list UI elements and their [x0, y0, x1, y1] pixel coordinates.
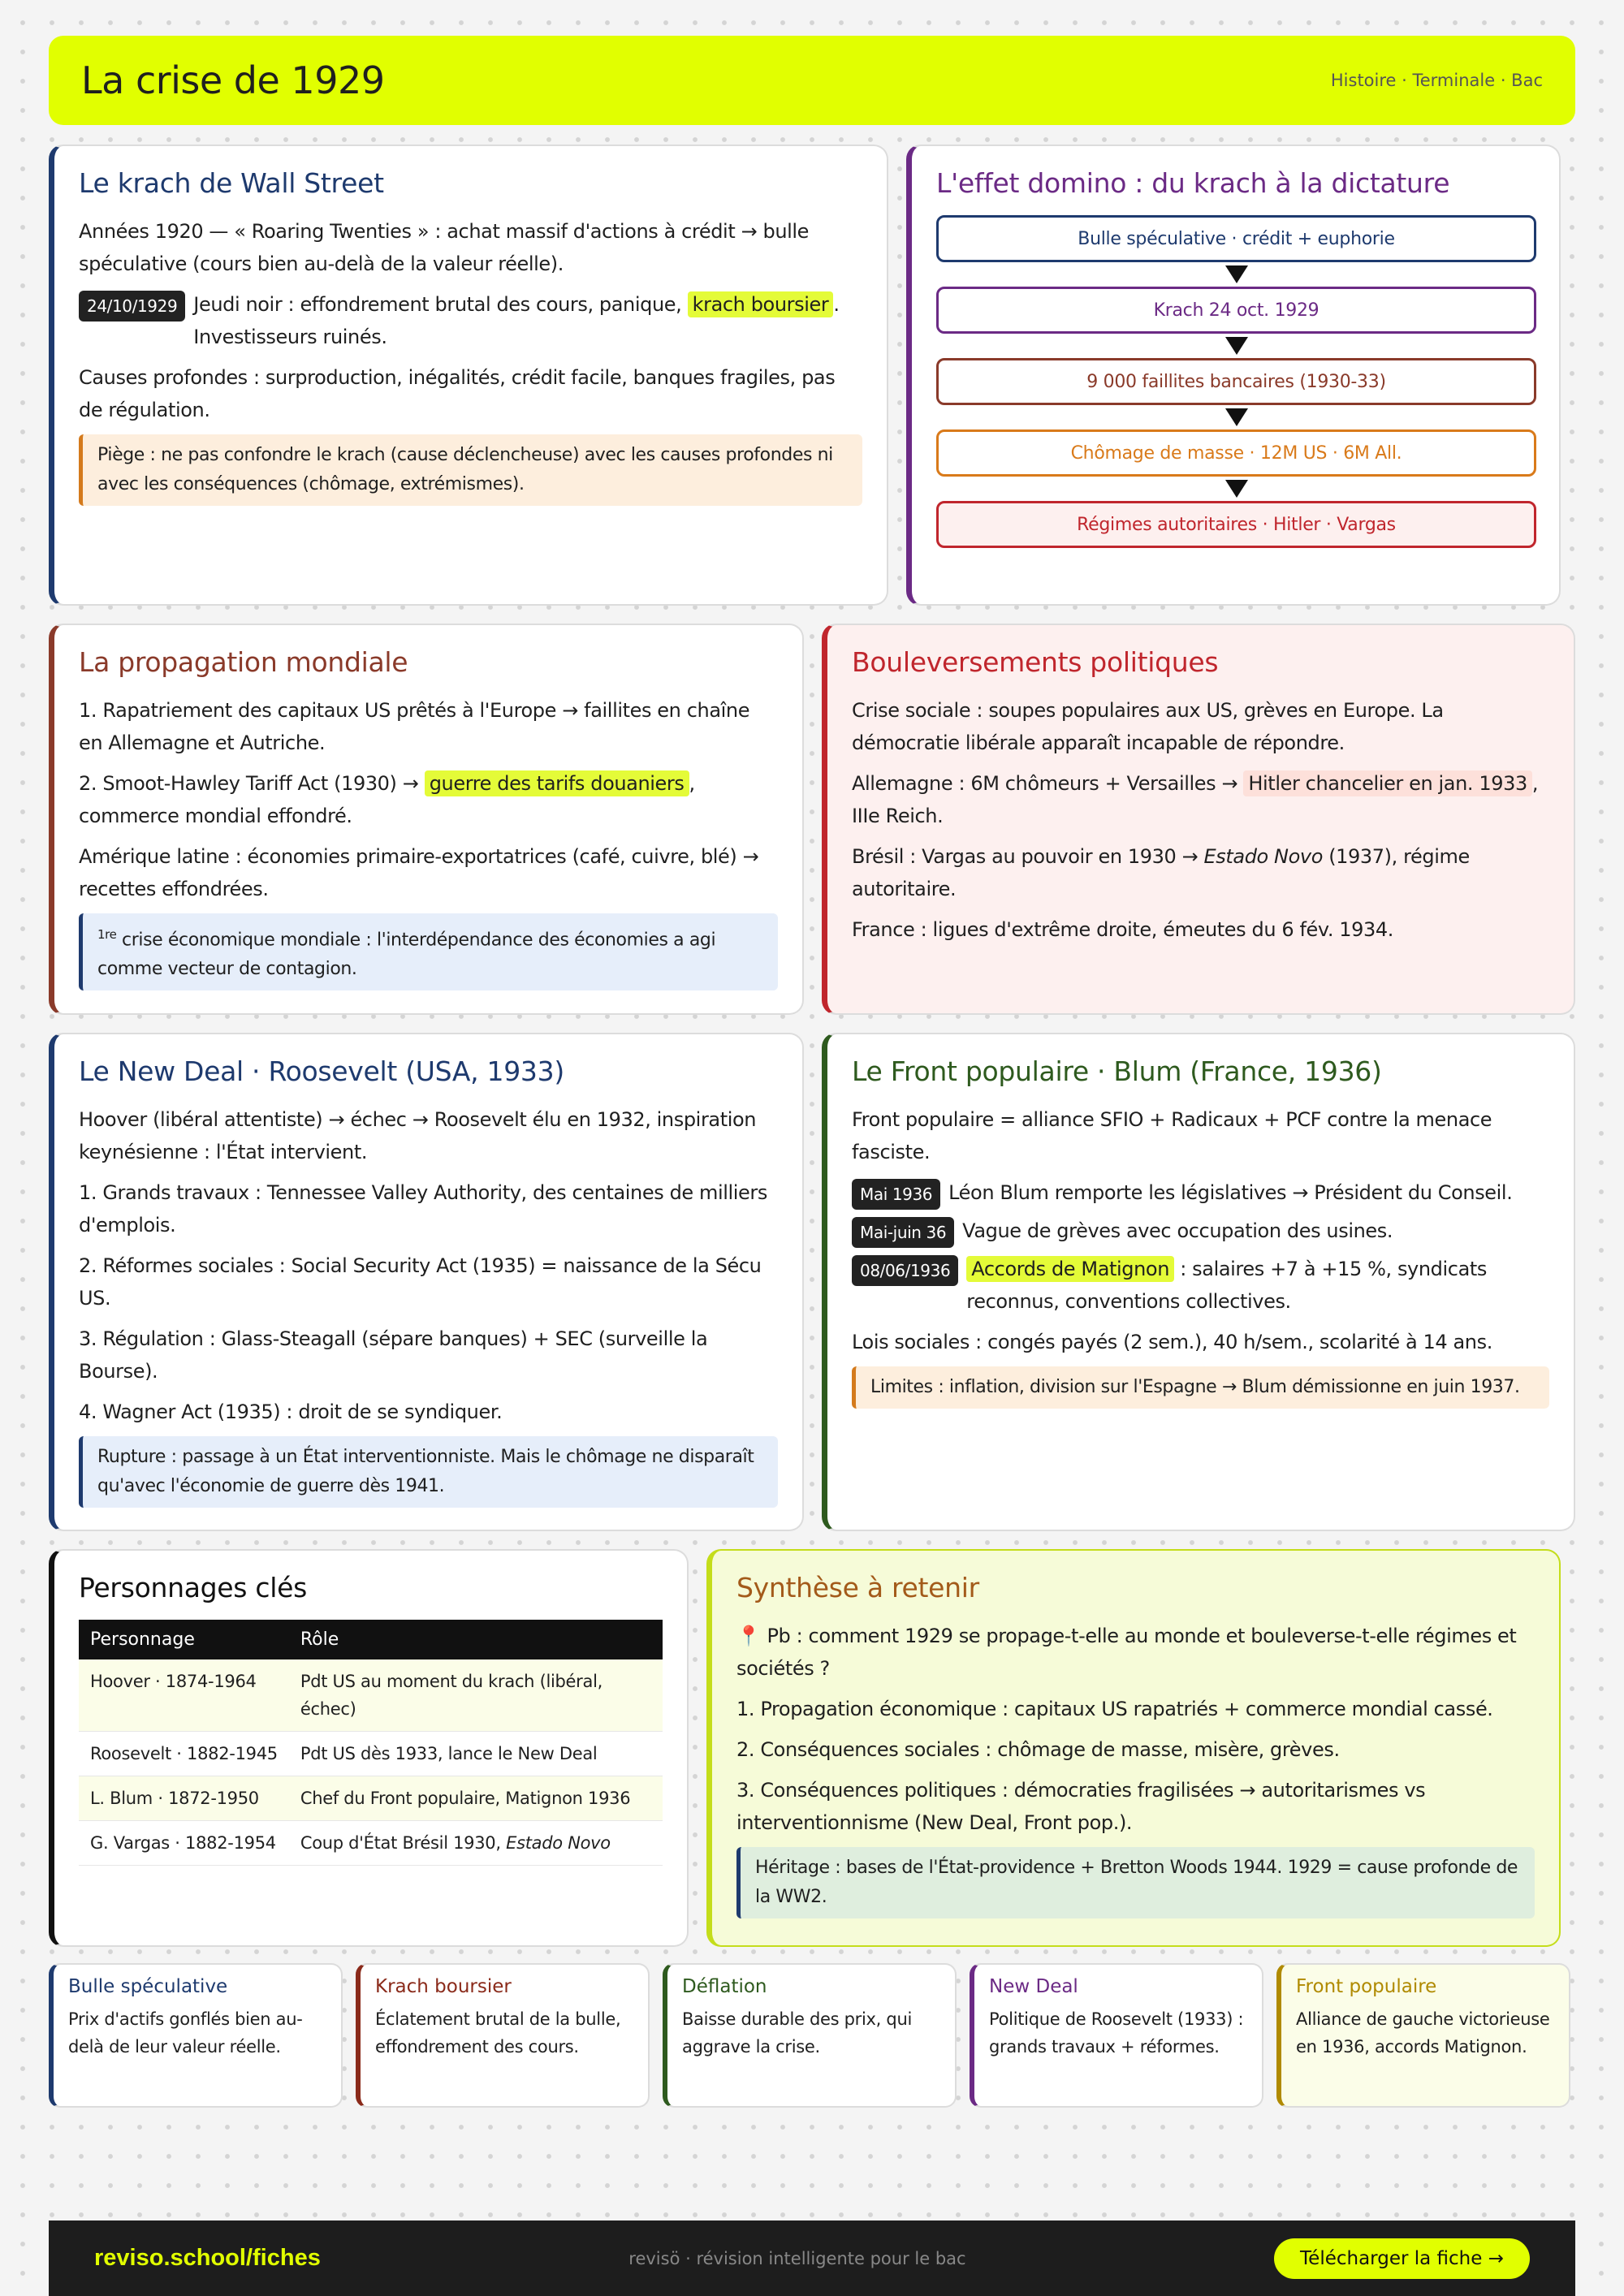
- cell-role: Pdt US dès 1933, lance le New Deal: [289, 1732, 663, 1776]
- footer: [49, 2220, 1575, 2296]
- card-title: L'effet domino : du krach à la dictature: [936, 167, 1450, 199]
- propagation-point-3: Amérique latine : économies primaire-exportatrices (café, cuivre, blé) → recettes effondrées.: [79, 845, 759, 900]
- cell-name: Roosevelt · 1882-1945: [79, 1732, 289, 1776]
- definition-term: Front populaire: [1296, 1976, 1437, 1997]
- front-event-2: [852, 1215, 1549, 1248]
- limits-note: Limites : inflation, division sur l'Espagne → Blum démissionne en juin 1937.: [852, 1366, 1549, 1409]
- propagation-point-2: [79, 767, 778, 832]
- table-row: [79, 1732, 663, 1776]
- propagation-point-1: 1. Rapatriement des capitaux US prêtés à l'Europe → faillites en chaîne en Allemagne et Autriche.: [79, 699, 750, 754]
- table-row: [79, 1821, 663, 1866]
- newdeal-point-1: 1. Grands travaux : Tennessee Valley Authority, des centaines de milliers d'emplois.: [79, 1181, 767, 1236]
- page-header: [49, 36, 1575, 125]
- download-button[interactable]: Télécharger la fiche →: [1274, 2238, 1530, 2279]
- synthese-problematique: [736, 1620, 1535, 1685]
- definition-term: New Deal: [989, 1976, 1078, 1997]
- page-title: La crise de 1929: [81, 58, 385, 102]
- card-new-deal: [49, 1033, 804, 1531]
- definition-card: [970, 1963, 1263, 2108]
- flow-step: Krach 24 oct. 1929: [936, 287, 1536, 334]
- cell-role: [289, 1821, 663, 1866]
- rupture-note: Rupture : passage à un État interventionniste. Mais le chômage ne disparaît qu'avec l'économie de guerre dès 1941.: [79, 1436, 778, 1508]
- definition-text: Éclatement brutal de la bulle, effondrement des cours.: [375, 2009, 621, 2056]
- definition-text: Baisse durable des prix, qui aggrave la crise.: [682, 2009, 913, 2056]
- krach-intro: Années 1920 — « Roaring Twenties » : achat massif d'actions à crédit → bulle spéculative (cours bien au-delà de la valeur réelle).: [79, 220, 810, 275]
- card-personnages: [49, 1549, 689, 1947]
- definition-term: Krach boursier: [375, 1976, 512, 1997]
- definition-card: [663, 1963, 957, 2108]
- cell-name: G. Vargas · 1882-1954: [79, 1821, 289, 1866]
- text: crise économique mondiale : l'interdépendance des économies a agi comme vecteur de contagion.: [97, 930, 716, 980]
- cell-role: Pdt US au moment du krach (libéral, échec): [289, 1659, 663, 1732]
- text: . Investisseurs ruinés.: [193, 293, 840, 348]
- text: , IIIe Reich.: [852, 772, 1539, 827]
- synthese-point-1: 1. Propagation économique : capitaux US rapatriés + commerce mondial cassé.: [736, 1698, 1493, 1720]
- arrow-down-icon: [1225, 480, 1248, 498]
- card-title: Le Front populaire · Blum (France, 1936): [852, 1055, 1382, 1087]
- card-title: Personnages clés: [79, 1572, 307, 1603]
- politique-allemagne: [852, 767, 1549, 832]
- event-text: Léon Blum remporte les législatives → Président du Conseil.: [948, 1181, 1513, 1204]
- flow-step: 9 000 faillites bancaires (1930-33): [936, 358, 1536, 405]
- emphasis: Estado Novo: [506, 1833, 611, 1853]
- column-header: Rôle: [289, 1620, 663, 1659]
- highlight: krach boursier: [688, 291, 834, 317]
- highlight: Hitler chancelier en jan. 1933: [1243, 770, 1531, 796]
- domino-flow: [936, 215, 1536, 548]
- card-title: Le krach de Wall Street: [79, 167, 384, 199]
- event-text: Vague de grèves avec occupation des usines.: [962, 1219, 1393, 1242]
- definition-text: Prix d'actifs gonflés bien au-delà de leur valeur réelle.: [68, 2009, 303, 2056]
- pin-icon: 📍: [736, 1625, 761, 1647]
- text: Pb : comment 1929 se propage-t-elle au monde et bouleverse-t-elle régimes et sociétés ?: [736, 1625, 1517, 1680]
- card-title: Le New Deal · Roosevelt (USA, 1933): [79, 1055, 564, 1087]
- footer-brand-link[interactable]: reviso.school/fiches: [94, 2245, 321, 2271]
- front-event-1: [852, 1176, 1549, 1210]
- card-krach: [49, 145, 888, 606]
- card-title: La propagation mondiale: [79, 646, 408, 678]
- text: 2. Smoot-Hawley Tariff Act (1930) →: [79, 772, 425, 795]
- krach-jeudi-noir-text: [193, 288, 862, 353]
- front-event-3: [852, 1253, 1549, 1318]
- flow-step: Bulle spéculative · crédit + euphorie: [936, 215, 1536, 262]
- definition-card: [49, 1963, 343, 2108]
- table-row: [79, 1776, 663, 1821]
- column-header: Personnage: [79, 1620, 289, 1659]
- newdeal-intro: Hoover (libéral attentiste) → échec → Roosevelt élu en 1932, inspiration keynésienne : l'État intervient.: [79, 1108, 757, 1163]
- card-title: Bouleversements politiques: [852, 646, 1219, 678]
- definition-term: Bulle spéculative: [68, 1976, 228, 1997]
- arrow-down-icon: [1225, 408, 1248, 426]
- date-badge: Mai 1936: [852, 1179, 940, 1210]
- card-politique: [822, 624, 1575, 1015]
- heritage-note: Héritage : bases de l'État-providence + Bretton Woods 1944. 1929 = cause profonde de la WW2.: [736, 1847, 1535, 1918]
- table-row: [79, 1659, 663, 1732]
- cell-role: Chef du Front populaire, Matignon 1936: [289, 1776, 663, 1821]
- info-note: [79, 913, 778, 990]
- card-synthese: [706, 1549, 1561, 1947]
- highlight: guerre des tarifs douaniers: [425, 770, 689, 796]
- personnages-table: [79, 1620, 663, 1866]
- politique-bresil: [852, 840, 1549, 905]
- footer-tagline: revisö · révision intelligente pour le bac: [628, 2248, 966, 2268]
- text: Coup d'État Brésil 1930,: [300, 1833, 507, 1853]
- krach-causes: Causes profondes : surproduction, inégalités, crédit facile, banques fragiles, pas de régulation.: [79, 366, 836, 421]
- text: : salaires +7 à +15 %, syndicats reconnus, conventions collectives.: [966, 1258, 1487, 1313]
- superscript: 1re: [97, 927, 117, 942]
- politique-france: France : ligues d'extrême droite, émeutes du 6 fév. 1934.: [852, 918, 1393, 941]
- card-propagation: [49, 624, 804, 1015]
- text: Jeudi noir : effondrement brutal des cours, panique,: [193, 293, 688, 316]
- definition-term: Déflation: [682, 1976, 767, 1997]
- card-title: Synthèse à retenir: [736, 1572, 979, 1603]
- definition-text: Politique de Roosevelt (1933) : grands travaux + réformes.: [989, 2009, 1244, 2056]
- card-front-populaire: [822, 1033, 1575, 1531]
- definition-card: [356, 1963, 650, 2108]
- flow-step: Chômage de masse · 12M US · 6M All.: [936, 429, 1536, 477]
- flow-step: Régimes autoritaires · Hitler · Vargas: [936, 501, 1536, 548]
- trap-note: Piège : ne pas confondre le krach (cause déclencheuse) avec les causes profondes ni avec les conséquences (chômage, extrémismes).: [79, 434, 862, 506]
- definition-text: Alliance de gauche victorieuse en 1936, accords Matignon.: [1296, 2009, 1550, 2056]
- highlight: Accords de Matignon: [966, 1256, 1174, 1282]
- newdeal-point-2: 2. Réformes sociales : Social Security Act (1935) = naissance de la Sécu US.: [79, 1254, 762, 1310]
- emphasis: Estado Novo: [1203, 845, 1323, 868]
- date-badge: 24/10/1929: [79, 291, 185, 322]
- front-intro: Front populaire = alliance SFIO + Radicaux + PCF contre la menace fasciste.: [852, 1108, 1492, 1163]
- synthese-point-3: 3. Conséquences politiques : démocraties fragilisées → autoritarismes vs interventionnisme (New Deal, Front pop.).: [736, 1779, 1426, 1834]
- card-domino: [906, 145, 1561, 606]
- text: Allemagne : 6M chômeurs + Versailles →: [852, 772, 1244, 795]
- text: , commerce mondial effondré.: [79, 772, 695, 827]
- event-text: [966, 1253, 1549, 1318]
- politique-crise-sociale: Crise sociale : soupes populaires aux US, grèves en Europe. La démocratie libérale apparaît incapable de répondre.: [852, 699, 1444, 754]
- date-badge: Mai-juin 36: [852, 1217, 954, 1248]
- front-lois-sociales: Lois sociales : congés payés (2 sem.), 40 h/sem., scolarité à 14 ans.: [852, 1331, 1492, 1353]
- newdeal-point-4: 4. Wagner Act (1935) : droit de se syndiquer.: [79, 1400, 503, 1423]
- page-meta: Histoire · Terminale · Bac: [1330, 71, 1543, 90]
- text: (1937), régime autoritaire.: [852, 845, 1470, 900]
- arrow-down-icon: [1225, 265, 1248, 283]
- cell-name: Hoover · 1874-1964: [79, 1659, 289, 1732]
- date-badge: 08/06/1936: [852, 1255, 958, 1286]
- krach-jeudi-noir: [79, 288, 862, 353]
- newdeal-point-3: 3. Régulation : Glass-Steagall (sépare banques) + SEC (surveille la Bourse).: [79, 1327, 708, 1383]
- arrow-down-icon: [1225, 337, 1248, 355]
- synthese-point-2: 2. Conséquences sociales : chômage de masse, misère, grèves.: [736, 1738, 1340, 1761]
- cell-name: L. Blum · 1872-1950: [79, 1776, 289, 1821]
- text: Brésil : Vargas au pouvoir en 1930 →: [852, 845, 1204, 868]
- definition-card: [1276, 1963, 1570, 2108]
